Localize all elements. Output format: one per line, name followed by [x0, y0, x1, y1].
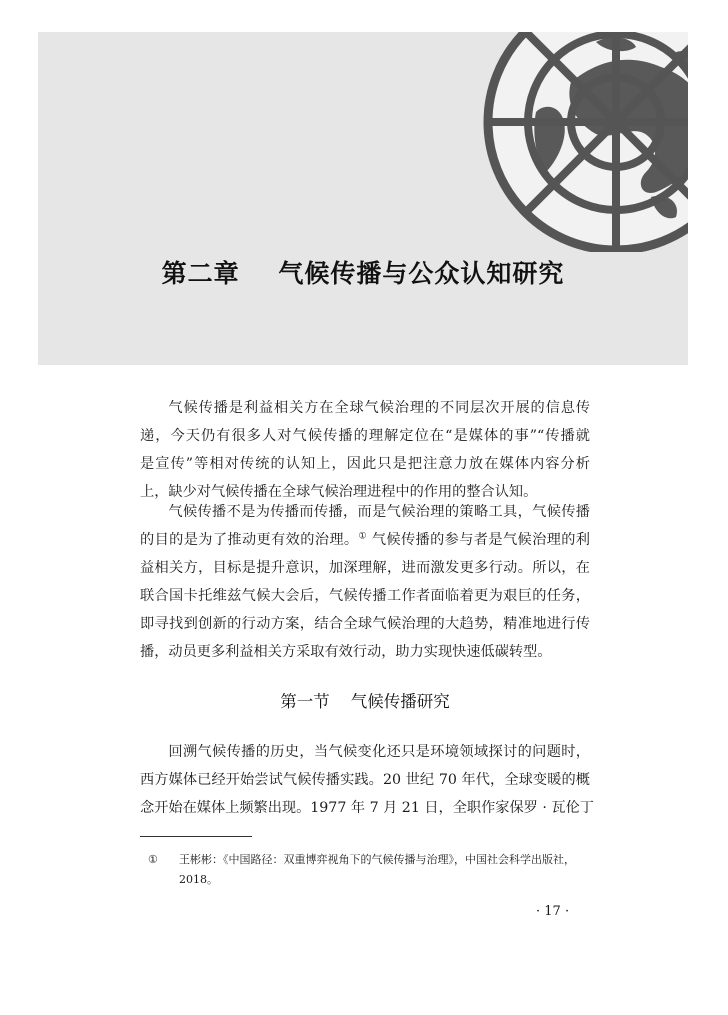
- paragraph-line: 是宣传”等相对传统的认知上，因此只是把注意力放在媒体内容分析: [140, 456, 590, 472]
- footnote-text-continued: 2018。: [179, 873, 218, 886]
- paragraph-segment: 气候传播的参与者是气候治理的利: [371, 532, 590, 548]
- paragraph-line: 回溯气候传播的历史，当气候变化还只是环境领域探讨的问题时，: [168, 744, 590, 760]
- paragraph-line: 上，缺少对气候传播在全球气候治理进程中的作用的整合认知。: [140, 484, 538, 500]
- paragraph-line: 递，今天仍有很多人对气候传播的理解定位在“是媒体的事”“传播就: [140, 428, 590, 444]
- paragraph-line: [140, 526, 590, 554]
- paragraph-2: [140, 498, 590, 666]
- footnote: [148, 850, 593, 890]
- footnote-number: ①: [148, 853, 158, 866]
- paragraph-line: 播，动员更多利益相关方采取有效行动，助力实现快速低碳转型。: [140, 644, 552, 660]
- footnote-divider: [140, 836, 252, 837]
- page-number: · 17 ·: [536, 904, 570, 919]
- paragraph-line: 西方媒体已经开始尝试气候传播实践。20 世纪 70 年代，全球变暖的概: [140, 772, 590, 788]
- paragraph-1: [140, 394, 590, 506]
- paragraph-3: [140, 738, 594, 822]
- paragraph-line: 气候传播是利益相关方在全球气候治理的不同层次开展的信息传: [168, 400, 590, 416]
- paragraph-line: 联合国卡托维兹气候大会后，气候传播工作者面临着更为艰巨的任务，: [140, 588, 590, 604]
- paragraph-line: 即寻找到创新的行动方案，结合全球气候治理的大趋势，精准地进行传: [140, 616, 590, 632]
- chapter-header-band: [38, 32, 688, 365]
- globe-grid-icon: [476, 32, 688, 252]
- footnote-text: 王彬彬：《中国路径：双重博弈视角下的气候传播与治理》，中国社会科学出版社，: [179, 853, 575, 866]
- chapter-title: 第二章 气候传播与公众认知研究: [161, 259, 565, 288]
- paragraph-line: 益相关方，目标是提升意识，加深理解，进而激发更多行动。所以，在: [140, 560, 590, 576]
- footnote-ref[interactable]: ①: [358, 531, 367, 542]
- section-title: 第一节 气候传播研究: [280, 692, 450, 711]
- paragraph-segment: 的目的是为了推动更有效的治理。: [140, 532, 359, 548]
- paragraph-line: 气候传播不是为传播而传播，而是气候治理的策略工具，气候传播: [168, 504, 590, 520]
- paragraph-line: 念开始在媒体上频繁出现。1977 年 7 月 21 日，全职作家保罗 · 瓦伦丁: [140, 800, 594, 816]
